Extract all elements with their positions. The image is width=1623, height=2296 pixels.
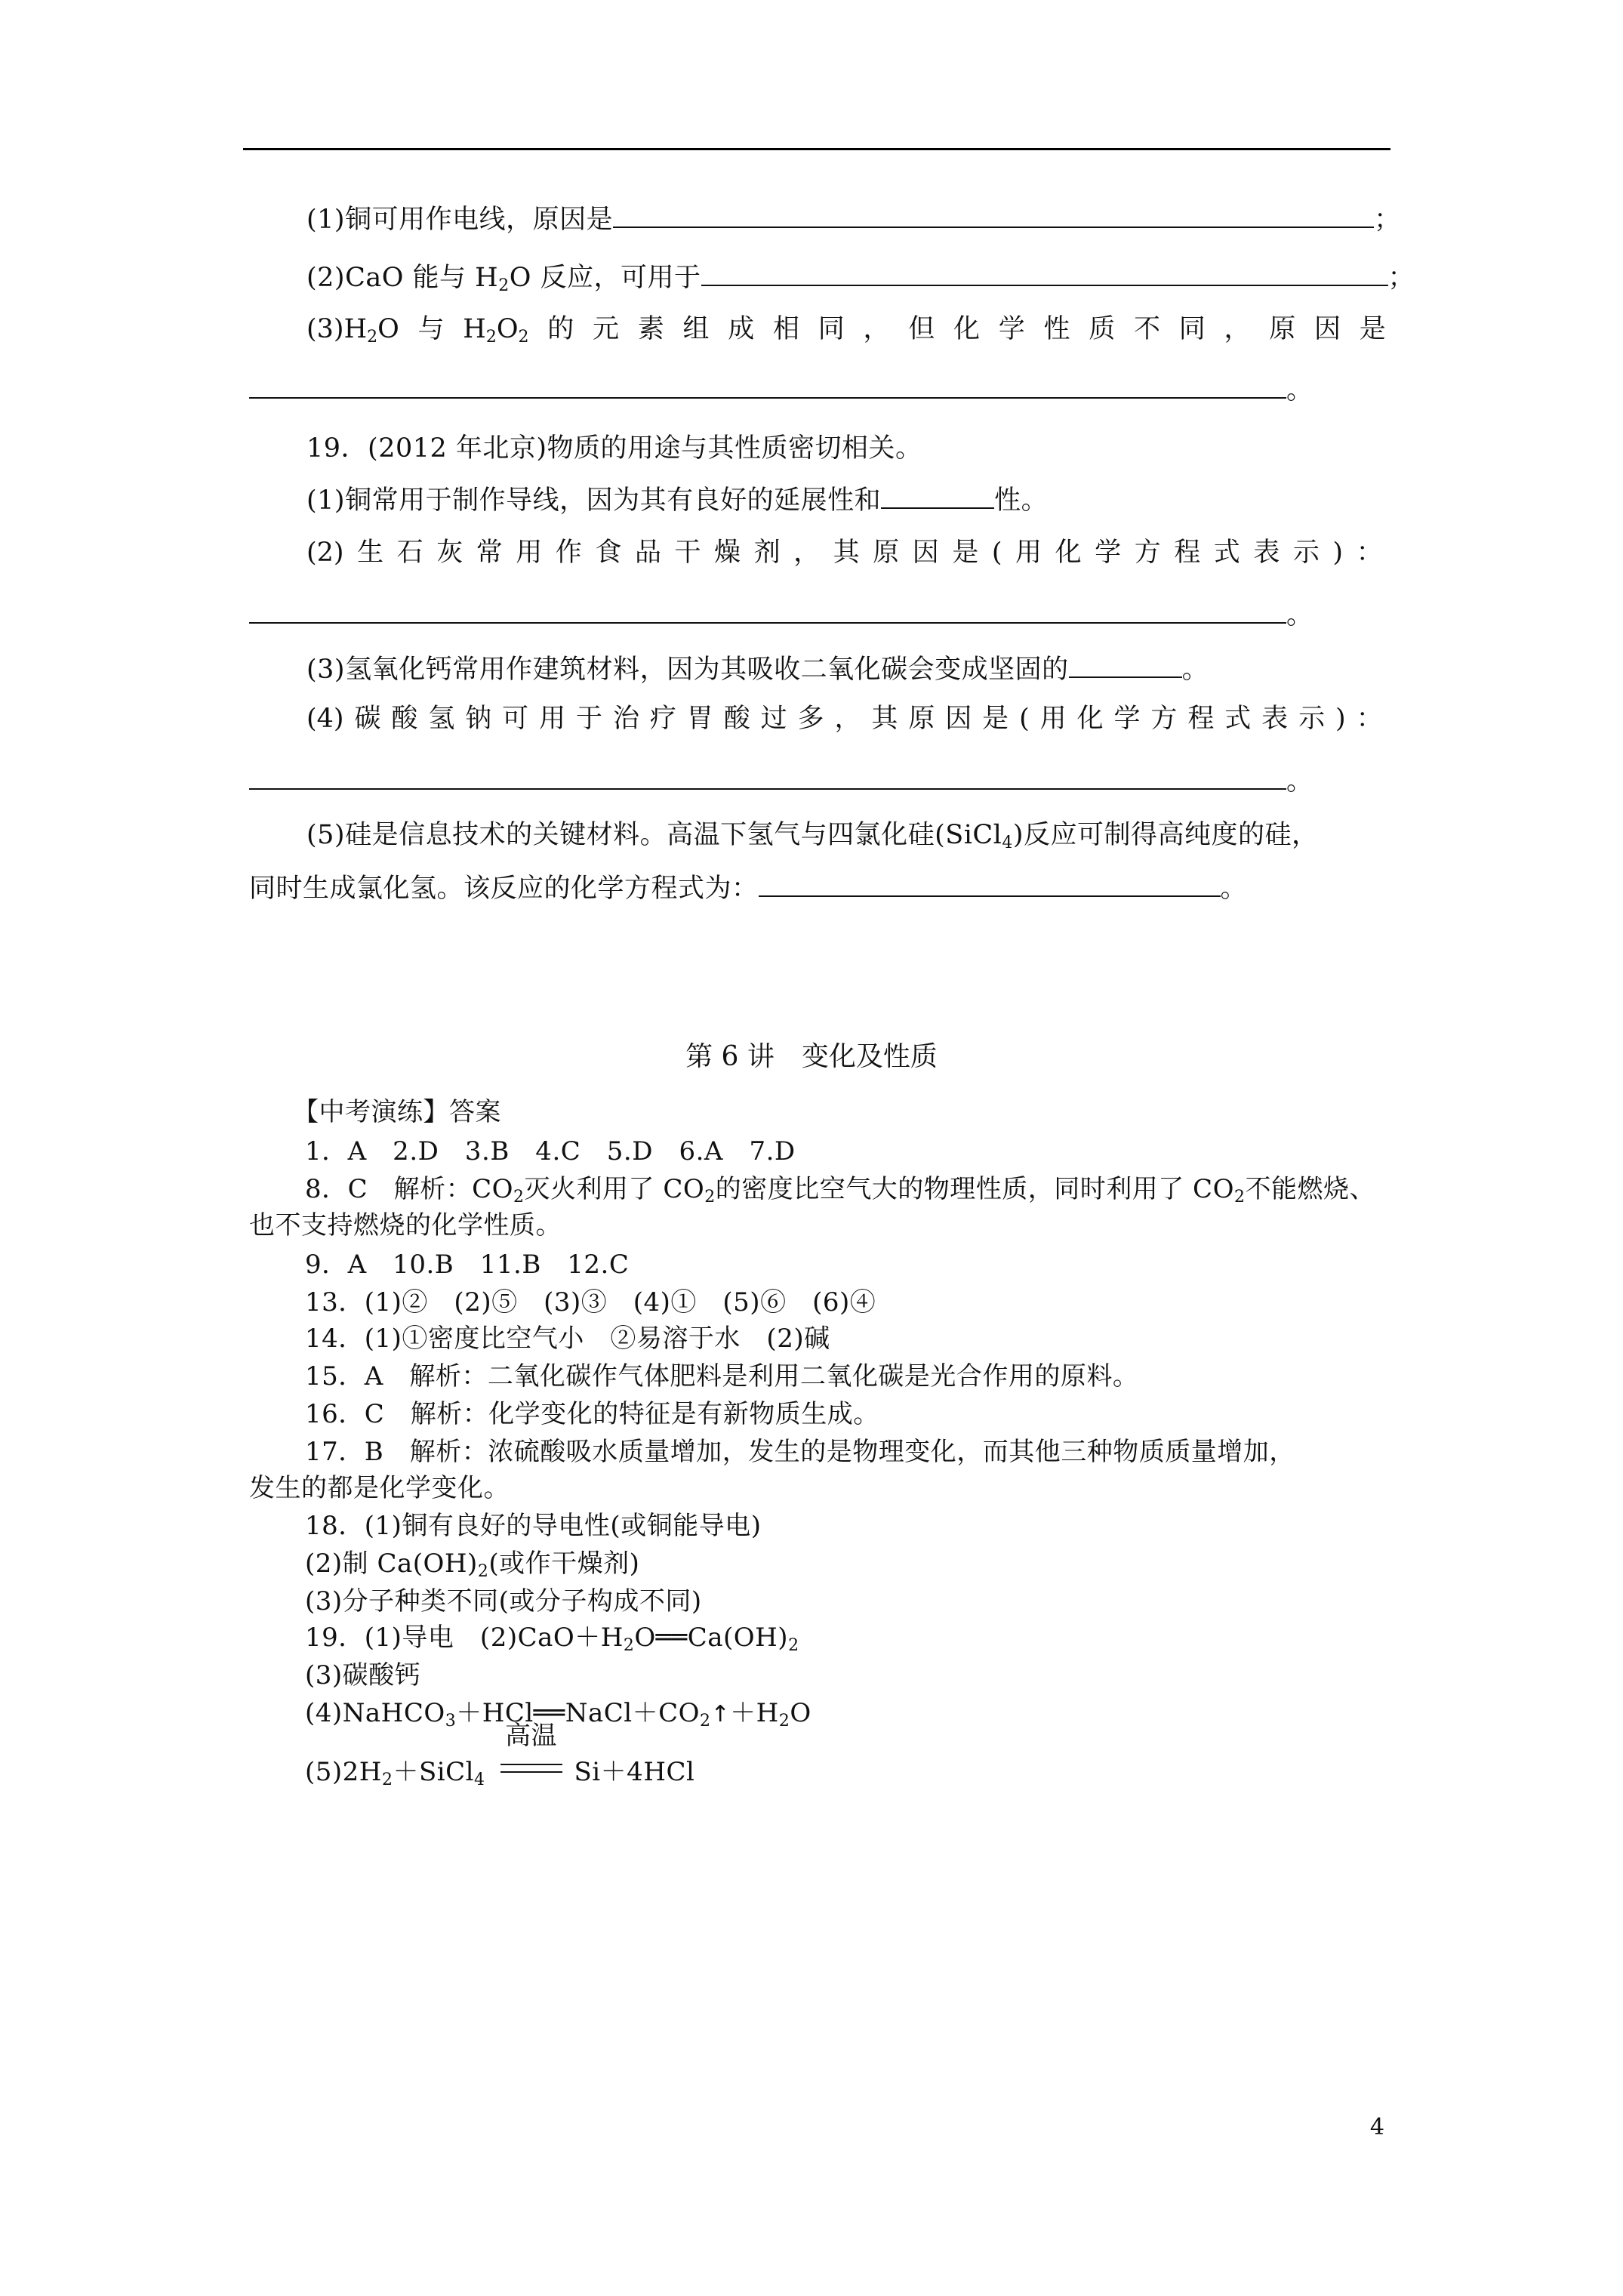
double-line-icon [500, 1764, 562, 1773]
q19-part-2-blank-line: 。 [249, 596, 1313, 632]
q19-part-2: (2) 生 石 灰 常 用 作 食 品 干 燥 剂 ， 其 原 因 是 ( 用 化 学 方 程 式 表 示 ) ： [306, 538, 1383, 568]
answer-blank[interactable] [759, 870, 1221, 897]
q19-intro: 19．(2012 年北京)物质的用途与其性质密切相关。 [306, 433, 922, 464]
q19-part-5-line-2: 同时生成氯化氢。该反应的化学方程式为： 。 [249, 870, 1247, 905]
answer-18-1: 18．(1)铜有良好的导电性(或铜能导电) [305, 1511, 762, 1541]
q18-line-3: $(3)H_2O$ 与 $H_2O_2$ 的 元 素 组 成 相 同 ， 但 化 学 性 质 不 同 ， 原 因 是 [306, 314, 1386, 347]
answer-19-1-2: 19．(1)导电 $(2)CaO+H_2O══Ca(OH)_2$ [305, 1623, 799, 1655]
gas-up-arrow-icon: ↑ [710, 1701, 731, 1727]
answer-blank[interactable] [249, 763, 1286, 790]
q19-part-3: (3)氢氧化钙常用作建筑材料，因为其吸收二氧化碳会变成坚固的 。 [306, 651, 1209, 686]
answer-8-line-2: 也不支持燃烧的化学性质。 [249, 1210, 562, 1240]
answer-9-12: 9．A 10.B 11.B 12.C [305, 1250, 630, 1280]
answer-blank[interactable] [1069, 651, 1182, 678]
answer-blank[interactable] [701, 259, 1388, 286]
answer-14: 14．(1)①密度比空气小 ②易溶于水 (2)碱 [305, 1324, 830, 1354]
q18-line-1: (1)铜可用作电线，原因是 ； [306, 201, 1401, 236]
answer-17: 17．B 解析：浓硫酸吸水质量增加，发生的是物理变化，而其他三种物质质量增加， [305, 1437, 1295, 1467]
answer-blank[interactable] [249, 596, 1286, 624]
answer-blank[interactable] [613, 201, 1374, 228]
answer-1-7: 1．A 2.D 3.B 4.C 5.D 6.A 7.D [305, 1136, 796, 1166]
answer-16: 16．C 解析：化学变化的特征是有新物质生成。 [305, 1399, 879, 1429]
answer-blank[interactable] [881, 482, 994, 509]
answer-blank[interactable] [249, 371, 1286, 399]
answer-19-5: $(5)2H_2+SiCl_4$ 高温 Si＋4HCl [305, 1721, 695, 1789]
q19-part-4-blank-line: 。 [249, 763, 1313, 798]
section-title: 第 6 讲 变化及性质 [685, 1041, 938, 1072]
answer-13: 13．(1)② (2)⑤ (3)③ (4)① (5)⑥ (6)④ [305, 1287, 876, 1318]
q18-line-2: (2)CaO 能与 $H_2O$ 反应，可用于 ； [306, 259, 1415, 294]
q19-part-1: (1)铜常用于制作导线，因为其有良好的延展性和 性。 [306, 482, 1048, 517]
q19-part-4: (4) 碳 酸 氢 钠 可 用 于 治 疗 胃 酸 过 多 ， 其 原 因 是 ( 用 化 学 方 程 式 表 示 ) ： [306, 704, 1383, 734]
answer-18-3: (3)分子种类不同(或分子构成不同) [305, 1586, 702, 1616]
answer-15: 15．A 解析：二氧化碳作气体肥料是利用二氧化碳是光合作用的原料。 [305, 1361, 1139, 1391]
q19-part-5-line-1: (5)硅是信息技术的关键材料。高温下氢气与四氯化硅(SiCl$_4$)反应可制得高纯度的硅， [306, 820, 1319, 852]
answer-19-3: (3)碳酸钙 [305, 1660, 421, 1690]
answer-18-2: (2)制 $Ca(OH)_2$(或作干燥剂) [305, 1549, 640, 1581]
reaction-condition [497, 1721, 565, 1780]
answers-header: 【中考演练】答案 [293, 1097, 501, 1127]
page-number: 4 [1369, 2114, 1384, 2140]
condition-label: 高温 [505, 1721, 558, 1751]
header-rule [243, 148, 1390, 150]
answer-17-line-2: 发生的都是化学变化。 [249, 1473, 510, 1503]
q18-line-4: 。 [249, 371, 1313, 407]
answer-8: 8．C 解析：$CO_2$灭火利用了 $CO_2$的密度比空气大的物理性质，同时利用了 $CO_2$不能燃烧、 [305, 1174, 1375, 1207]
answer-19-4: $(4)NaHCO_3+HCl══NaCl+CO_2↑+H_2O$ [305, 1698, 812, 1730]
